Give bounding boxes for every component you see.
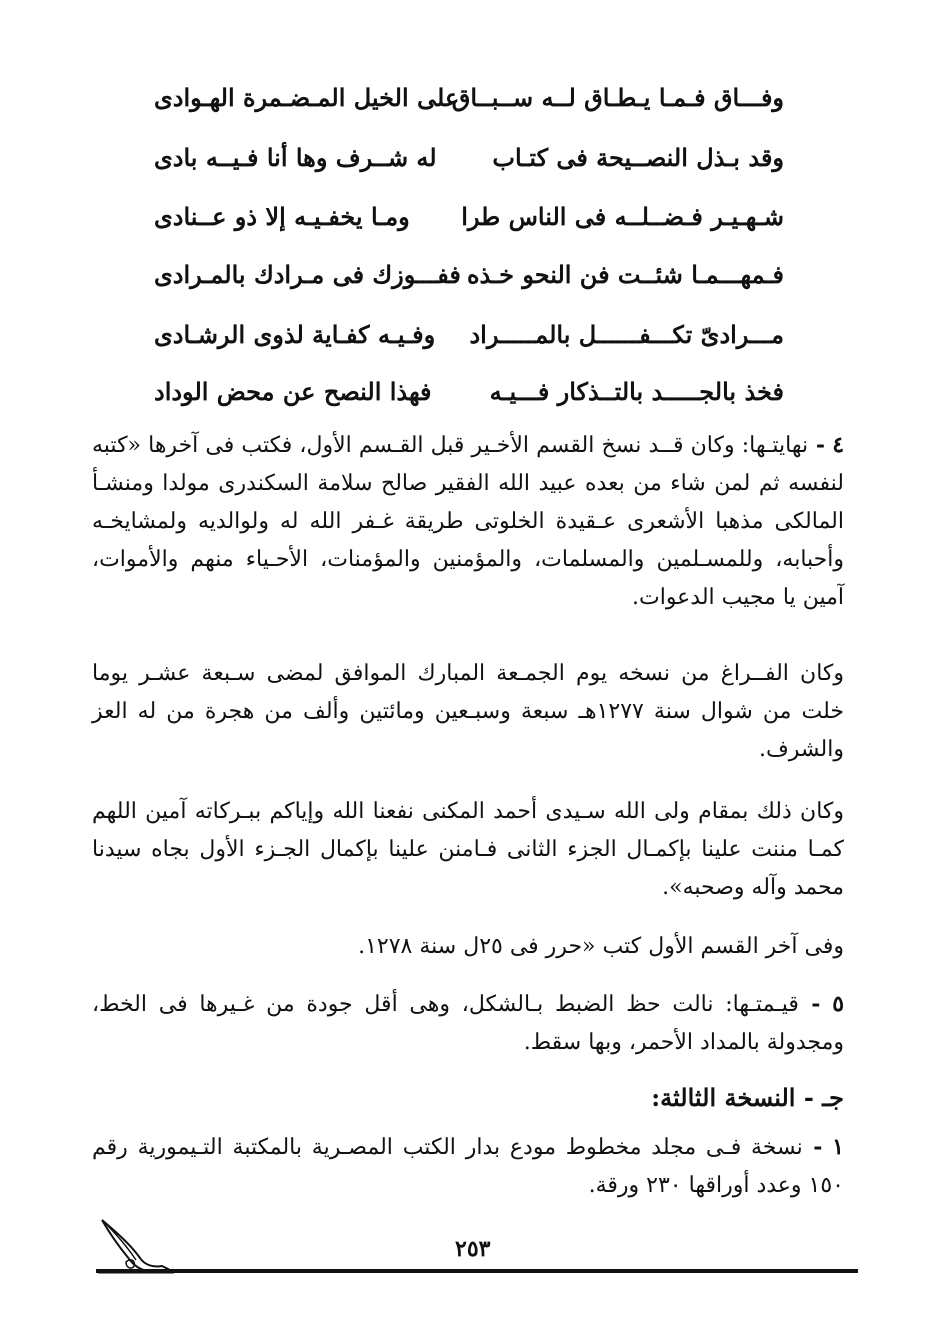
poem-verse-3 [154, 197, 784, 237]
section-number: ١ [832, 1134, 844, 1160]
section-number: ٥ [832, 991, 845, 1017]
verse-first-hemistich: مـــرادىّ تكـــفــــــل بالمـــــراد [469, 320, 784, 349]
verse-first-hemistich: شـهـيـر فـضــلــه فى الناس طرا [461, 202, 784, 231]
section-1-paragraph: ١ - نسخة فـى مجلد مخطوط مودع بدار الكتب المصـرية بالمكتبة التـيمورية رقم ١٥٠ وعدد أوراقها ٢٣٠ ورقة. [92, 1134, 844, 1198]
footer-rule [96, 1269, 858, 1273]
verse-first-hemistich: وفـــاق فـمـا يـطـاق لــه ســبــاق [451, 83, 784, 112]
section-text: نسخة فـى مجلد مخطوط مودع بدار الكتب المصـرية بالمكتبة التـيمورية رقم ١٥٠ وعدد أوراقها ٢٣٠ ورقة. [92, 1135, 844, 1198]
verse-first-hemistich: فخذ بالجـــــد بالتــذكار فـــيـه [489, 377, 784, 406]
quill-pen-icon [96, 1214, 176, 1274]
verse-second-hemistich: ومـا يخفـيـه إلا ذو عــنادى [154, 202, 410, 231]
section-text: وكان قــد نسخ القسم الأخـير قبل القـسم الأول، فكتب فى آخرها «كتبه لنفسه ثم لمن شاء من بعده عبيد الله الفقير صالح سلامة السكندرى مولدا ومنشـأ المالكى مذهبا الأشعرى عـقيدة الخلوتى طريقة غـفر الله له ولوالديه ولمشايخـه وأحبابه، وللمسـلمين والمسلمات، والمؤمنين والمؤمنات، الأحـياء منهم والأموات، آمين يا مجيب الدعوات. [92, 433, 844, 610]
section-number: ٤ [832, 432, 845, 458]
verse-first-hemistich: وقد بـذل النصــيحة فى كتـاب [492, 143, 784, 172]
poem-verse-5 [154, 315, 784, 355]
section-4-paragraph: ٤ - نهايتـها: وكان قــد نسخ القسم الأخـير قبل القـسم الأول، فكتب فى آخرها «كتبه لنفسه ثم لمن شاء من بعده عبيد الله الفقير صالح سلامة السكندرى مولدا ومنشـأ المالكى مذهبا الأشعرى عـقيدة الخلوتى طريقة غـفر الله له ولوالديه ولمشايخـه وأحبابه، وللمسـلمين والمسلمات، والمؤمنين والمؤمنات، الأحـياء منهم والأموات، آمين يا مجيب الدعوات. [92, 432, 845, 610]
third-copy-heading: جـ - النسخة الثالثة: [651, 1083, 844, 1112]
verse-second-hemistich: فهذا النصح عن محض الوداد [154, 377, 432, 406]
verse-second-hemistich: وفـيـه كفـاية لذوى الرشـادى [154, 320, 436, 349]
poem-verse-6 [154, 372, 784, 412]
poem-verse-2 [154, 138, 784, 178]
section-text: نالت حظ الضبط بـالشكل، وهى أقل جودة من غـيرها فى الخط، ومجدولة بالمداد الأحمر، وبها سقط. [92, 992, 844, 1055]
section-5-paragraph: ٥ - قيـمتـها: نالت حظ الضبط بـالشكل، وهى أقل جودة من غـيرها فى الخط، ومجدولة بالمداد الأحمر، وبها سقط. [92, 991, 845, 1055]
verse-first-hemistich: فـمهـــمـا شئــت فن النحو خـذه [466, 260, 784, 289]
verse-second-hemistich: ففـــوزك فى مـرادك بالمـرادى [154, 260, 461, 289]
verse-second-hemistich: له شــرف وها أنا فـيــه بادى [154, 143, 437, 172]
section-label: قيـمتـها: [725, 992, 799, 1017]
verse-second-hemistich: على الخيل المـضـمرة الهـوادى [154, 83, 460, 112]
place-paragraph: وكان ذلك بمقام ولى الله سـيدى أحمد المكنى نفعنا الله وإياكم ببـركاته آمين اللهم كمـا مننت علينا بإكمـال الجزء الثانى فـامنن علينا بإكمال الجـزء الأول بجاه سيدنا محمد وآله وصحبه». [92, 799, 844, 900]
page-number: ٢٥٣ [455, 1236, 491, 1262]
section-label: نهايتـها: [741, 433, 809, 458]
last-note-paragraph: وفى آخر القسم الأول كتب «حرر فى ٢٥ل سنة ١٢٧٨. [358, 934, 844, 959]
completion-paragraph: وكان الفــراغ من نسخه يوم الجمـعة المبارك الموافق لمضى سـبعة عشـر يوما خلت من شوال سنة ١٢٧٧هـ سبعة وسبـعين ومائتين وألف من هجرة من له العز والشرف. [92, 661, 844, 762]
poem-verse-4 [154, 255, 784, 295]
poem-verse-1 [154, 78, 784, 118]
